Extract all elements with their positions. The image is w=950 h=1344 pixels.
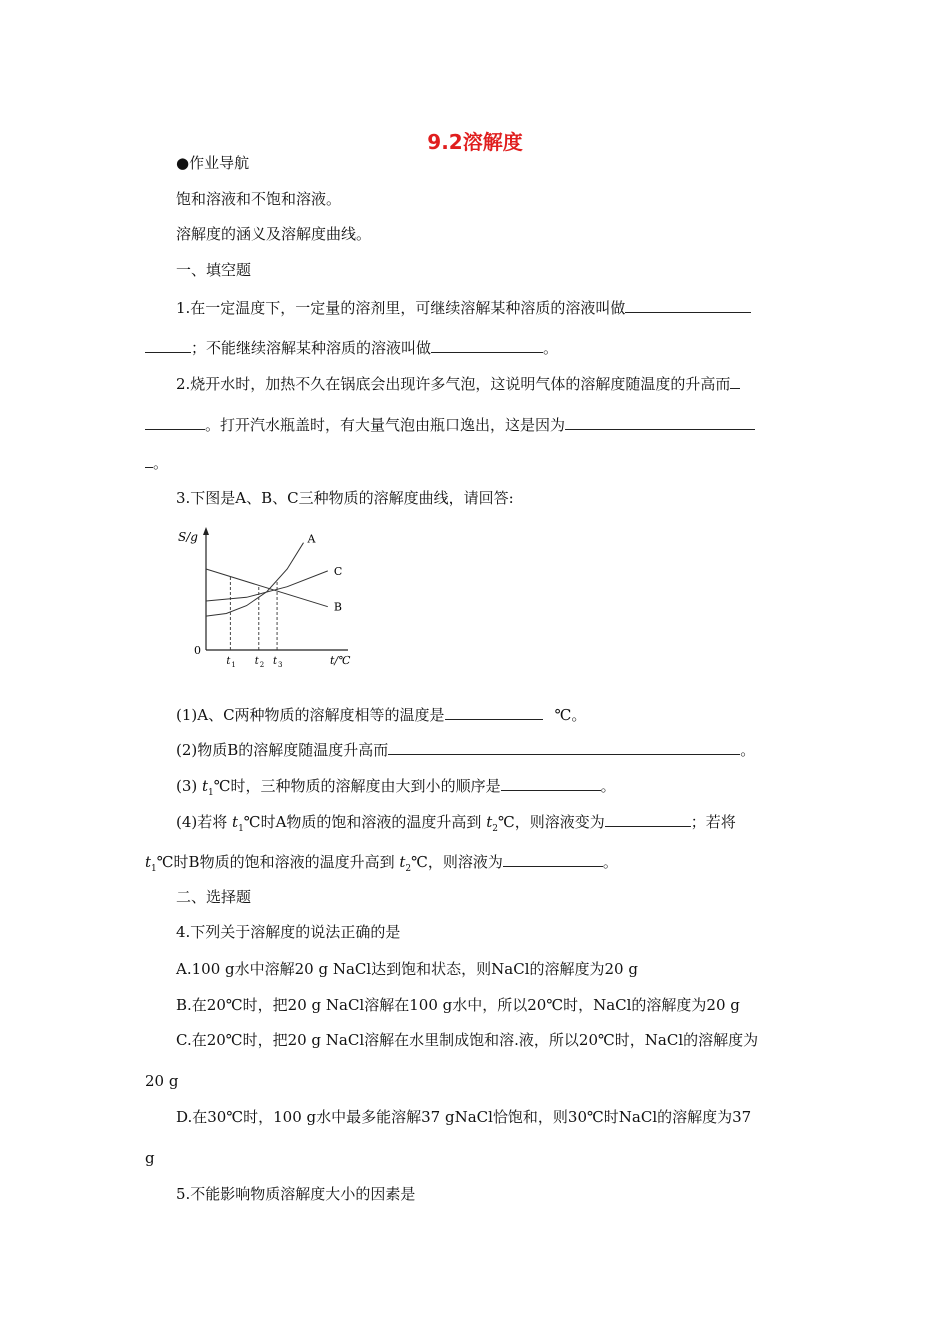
temperature-symbol: t [486,813,493,831]
answer-blank[interactable] [503,851,603,867]
series-label-c: C [333,564,343,578]
question-1-line-2 [145,337,558,358]
question-2-line-3 [145,452,168,473]
section-heading-fill-blank: 一、填空题 [176,261,252,279]
subscript: 1 [208,788,214,798]
series-line-a [206,543,304,616]
answer-blank[interactable] [730,373,740,389]
question-3-part-2 [176,739,755,760]
question-text: ℃时B物质的饱和溶液的温度升高到 [156,853,400,871]
series-label-a: A [307,532,316,546]
question-text: (4)若将 [176,813,233,831]
answer-blank[interactable] [145,452,153,468]
question-text: (1)A、C两种物质的溶解度相等的温度是 [176,706,445,724]
subscript: 1 [238,824,244,834]
question-text: ℃时A物质的饱和溶液的温度升高到 [243,813,487,831]
answer-blank[interactable] [565,414,755,430]
temperature-symbol: t [145,853,152,871]
question-4-stem: 4.下列关于溶解度的说法正确的是 [176,923,401,941]
option-d[interactable]: D.在30℃时，100 g水中最多能溶解37 gNaCl恰饱和，则30℃时NaCl的溶解度为37 [176,1108,752,1126]
y-axis-label: S/g [178,530,198,544]
question-text: (3) [176,777,203,795]
temperature-symbol: t [202,777,209,795]
punctuation: 。 [543,339,559,357]
chart-marks [206,533,342,669]
question-3-part-4-line-2 [145,851,618,879]
question-2-line-1 [176,373,740,394]
answer-blank[interactable] [388,739,740,755]
question-2-line-2 [145,414,755,435]
option-a[interactable]: A.100 g水中溶解20 g NaCl达到饱和状态，则NaCl的溶解度为20 g [176,960,638,978]
answer-blank[interactable] [145,414,205,430]
answer-blank[interactable] [431,337,543,353]
series-line-b [206,569,328,607]
question-text: ℃，则溶液为 [411,853,503,871]
question-3-part-4-line-1 [176,811,736,839]
question-text: 。打开汽水瓶盖时，有大量气泡由瓶口逸出，这是因为 [205,416,566,434]
subscript: 2 [492,824,498,834]
nav-item: 溶解度的涵义及溶解度曲线。 [176,225,372,243]
x-tick-subscript-1: 1 [231,661,236,669]
question-text: ℃。 [554,706,587,724]
page-title: 9.2溶解度 [427,130,523,154]
series-line-c [206,571,328,601]
option-d-continued: g [145,1149,155,1167]
x-axis-label: t/℃ [330,654,351,667]
subscript: 2 [405,864,412,874]
section-heading-choice: 二、选择题 [176,888,252,906]
nav-item: 饱和溶液和不饱和溶液。 [176,190,342,208]
y-axis-arrow [203,527,209,535]
temperature-symbol: t [399,853,406,871]
option-b[interactable]: B.在20℃时，把20 g NaCl溶解在100 g水中，所以20℃时，NaCl的溶解度为20 g [176,996,740,1014]
x-tick-label-1: t [226,656,231,667]
punctuation: 。 [740,741,756,759]
option-c[interactable]: C.在20℃时，把20 g NaCl溶解在水里制成饱和溶.液，所以20℃时，NaCl的溶解度为 [176,1031,759,1049]
question-5-stem: 5.不能影响物质溶解度大小的因素是 [176,1185,416,1203]
question-text: ；不能继续溶解某种溶质的溶液叫做 [191,339,432,357]
option-c-continued: 20 g [145,1072,179,1090]
x-tick-subscript-2: 2 [259,661,265,669]
nav-heading: ●作业导航 [176,154,250,172]
x-tick-label-2: t [254,656,259,667]
question-3-part-1 [176,704,586,725]
subscript: 1 [151,864,157,874]
answer-blank[interactable] [501,775,601,791]
question-3-stem: 3.下图是A、B、C三种物质的溶解度曲线，请回答: [176,489,514,507]
x-tick-label-3: t [273,656,278,667]
question-text: 2.烧开水时，加热不久在锅底会出现许多气泡，这说明气体的溶解度随温度的升高而 [176,375,731,393]
question-text: (2)物质B的溶解度随温度升高而 [176,741,389,759]
answer-blank[interactable] [145,337,191,353]
x-tick-subscript-3: 3 [278,661,283,669]
punctuation: 。 [600,777,616,795]
solubility-curve-chart [176,523,356,673]
question-text: ；若将 [690,813,736,831]
temperature-symbol: t [232,813,239,831]
answer-blank[interactable] [625,297,751,313]
question-3-part-3 [176,775,616,803]
answer-blank[interactable] [605,811,691,827]
question-1-line-1 [176,297,751,318]
chart-axes [178,527,351,667]
punctuation: 。 [153,454,169,472]
answer-blank[interactable] [445,704,543,720]
punctuation: 。 [602,853,618,871]
question-text: 1.在一定温度下，一定量的溶剂里，可继续溶解某种溶质的溶液叫做 [176,299,626,317]
question-text: ℃时，三种物质的溶解度由大到小的顺序是 [213,777,501,795]
question-text: ℃，则溶液变为 [497,813,605,831]
series-label-b: B [333,600,342,614]
origin-label: 0 [194,644,201,657]
